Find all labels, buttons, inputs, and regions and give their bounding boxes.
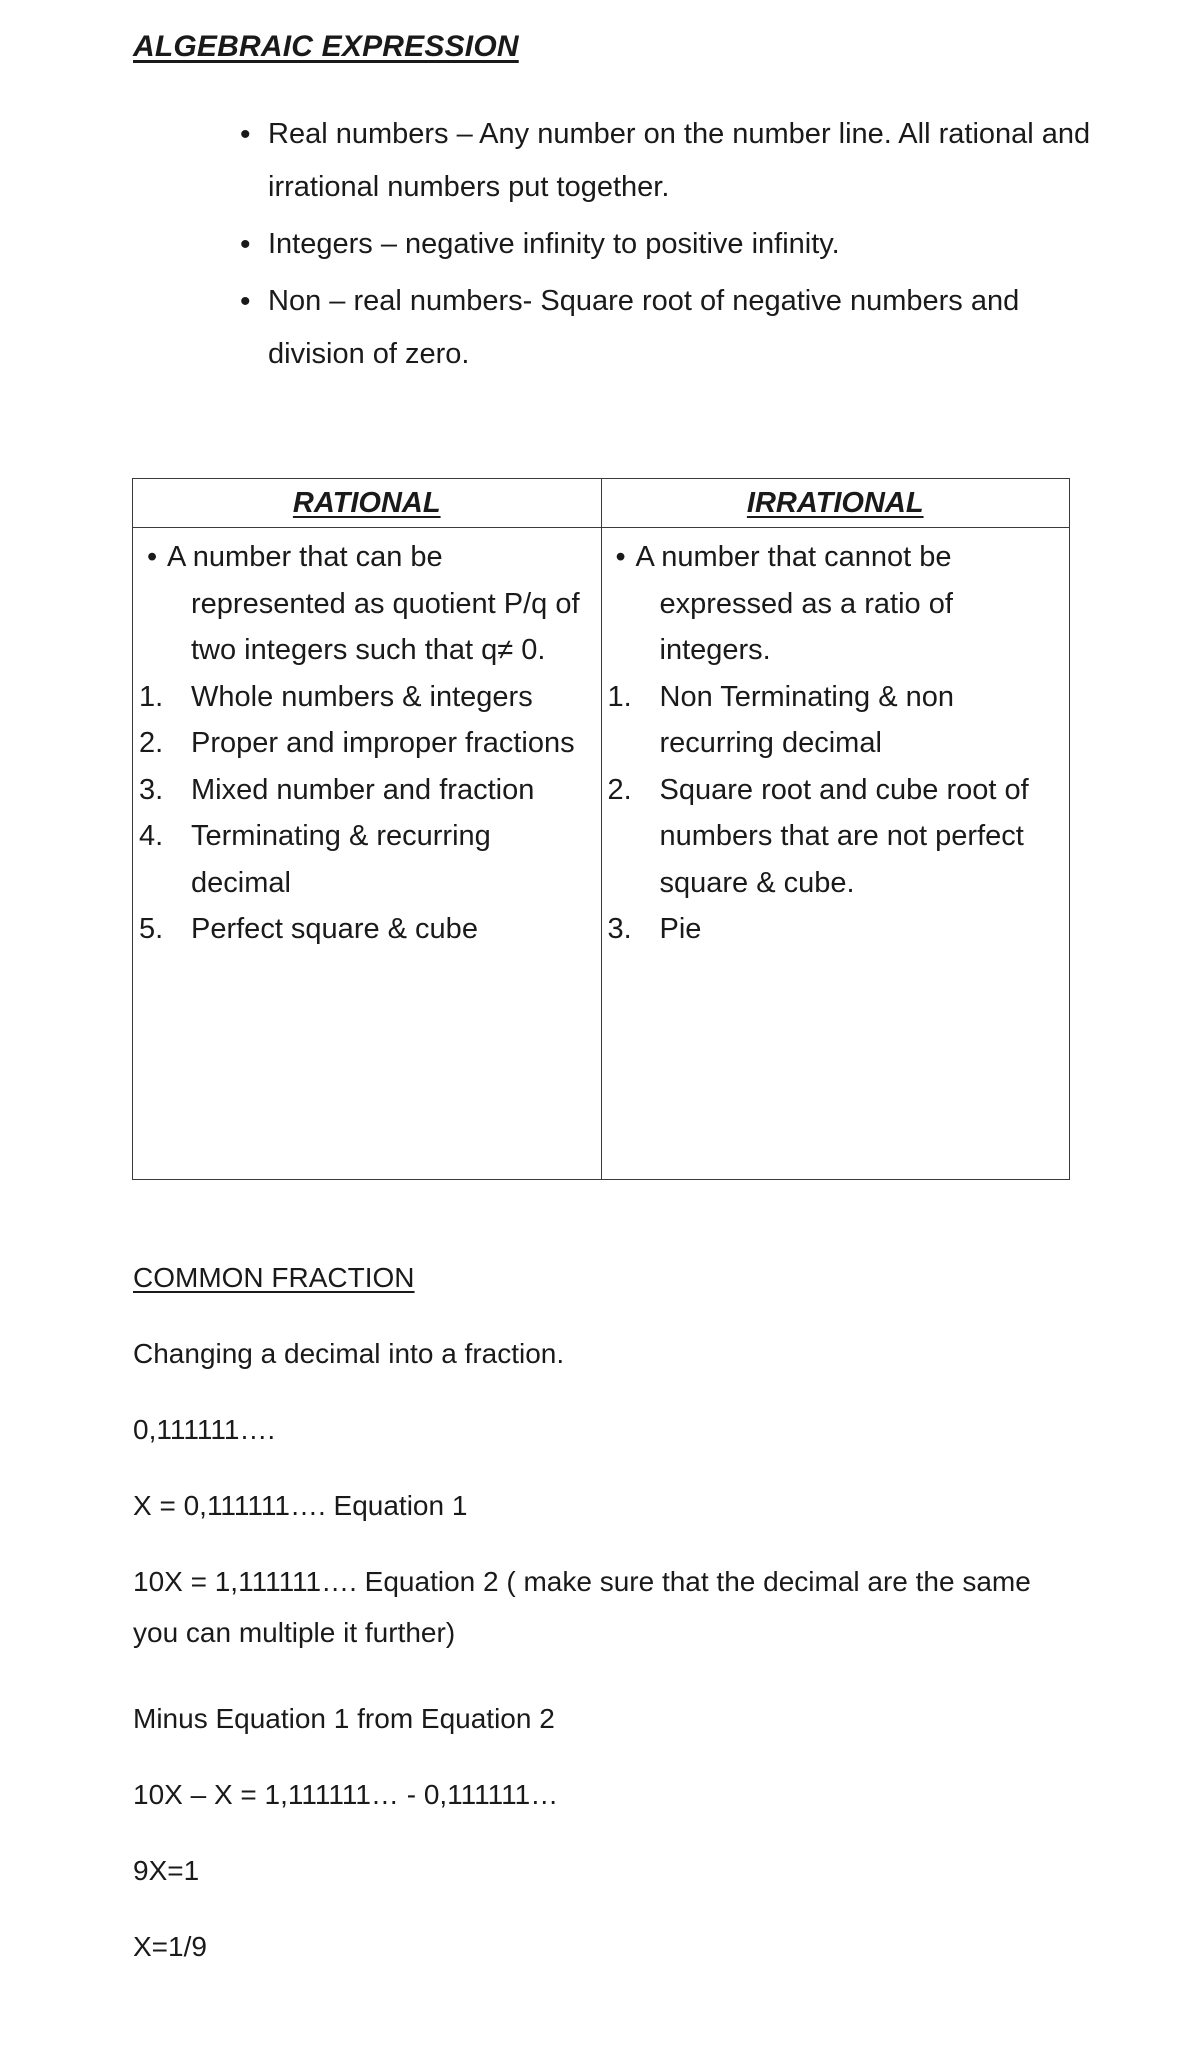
list-item: 5. Perfect square & cube xyxy=(139,913,478,945)
result-equation-1: 9X=1 xyxy=(133,1855,200,1886)
bullet-marker: • xyxy=(147,541,158,573)
rational-header: RATIONAL xyxy=(133,479,602,528)
list-item: • A number that can be represented as quotient P/q of two integers such that q≠ 0. xyxy=(139,534,591,674)
subtraction-equation: 10X – X = 1,111111… - 0,111111… xyxy=(133,1779,559,1810)
list-item: • Real numbers – Any number on the number line. All rational and irrational numbers put together. xyxy=(240,108,1100,214)
list-item: 1. Whole numbers & integers xyxy=(139,680,533,713)
list-item: 2. Square root and cube root of numbers that are not perfect square & cube. xyxy=(607,773,1029,899)
decimal-value: 0,111111…. xyxy=(133,1414,276,1445)
list-item: 4. Terminating & recurring decimal xyxy=(139,820,491,899)
result-equation-2: X=1/9 xyxy=(133,1931,207,1962)
section-title: COMMON FRACTION xyxy=(133,1262,415,1293)
table-row xyxy=(133,528,1070,1180)
rational-cell xyxy=(133,528,602,1180)
equation-2: 10X = 1,111111…. Equation 2 ( make sure that the decimal are the same you can multiple it further) xyxy=(133,1566,1031,1648)
table-header-row xyxy=(133,479,1070,528)
list-item: • Integers – negative infinity to positive infinity. xyxy=(240,218,1100,271)
definitions-list xyxy=(240,108,1100,385)
irrational-header: IRRATIONAL xyxy=(601,479,1070,528)
rational-irrational-table xyxy=(132,478,1070,1180)
irrational-cell xyxy=(601,528,1070,1180)
list-item: 2. Proper and improper fractions xyxy=(139,727,575,759)
list-item: 3. Mixed number and fraction xyxy=(139,773,535,806)
list-item: 3. Pie xyxy=(607,913,702,945)
intro-text: Changing a decimal into a fraction. xyxy=(133,1338,565,1369)
page-title: ALGEBRAIC EXPRESSION xyxy=(133,30,519,63)
irrational-list xyxy=(608,534,1060,953)
equation-1: X = 0,111111…. Equation 1 xyxy=(133,1490,468,1521)
list-item: • Non – real numbers- Square root of negative numbers and division of zero. xyxy=(240,275,1100,381)
list-item: • A number that cannot be expressed as a ratio of integers. xyxy=(608,534,1060,674)
step-text: Minus Equation 1 from Equation 2 xyxy=(133,1703,555,1734)
list-item: 1. Non Terminating & non recurring decimal xyxy=(607,680,954,759)
rational-list xyxy=(139,534,591,953)
bullet-marker: • xyxy=(615,541,626,573)
